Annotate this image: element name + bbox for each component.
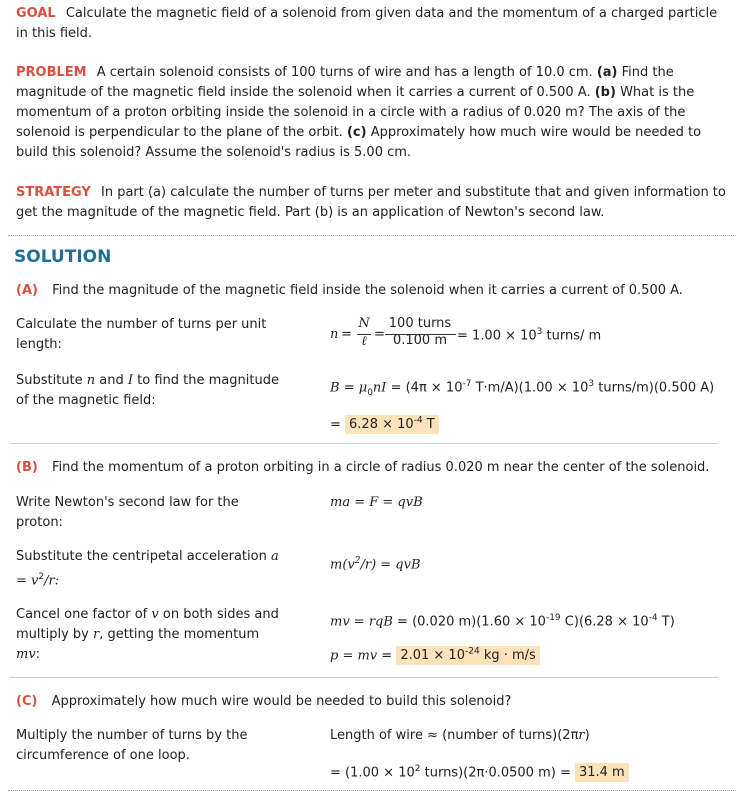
eq-a2-mu: μ bbox=[358, 380, 368, 396]
eq-b2-a: m(v bbox=[330, 557, 355, 573]
part-a-step-2-pre: Substitute bbox=[16, 373, 87, 388]
part-b-step-2-exp: 2 bbox=[38, 572, 45, 582]
eq-c1-a: Length of wire ≈ (number of turns)(2π bbox=[330, 728, 579, 743]
answer-a-exp: -4 bbox=[413, 416, 423, 426]
eq-a1-result-exp: 3 bbox=[536, 327, 543, 337]
part-b-header bbox=[16, 460, 709, 475]
divider-a-b bbox=[10, 443, 718, 444]
part-b-step-3-mv: mv bbox=[16, 647, 36, 662]
part-a-step-2-mid: and bbox=[95, 373, 128, 388]
answer-b-exp: -24 bbox=[464, 647, 480, 657]
eq-b4-it: p = mv bbox=[330, 648, 378, 664]
solution-title: SOLUTION bbox=[14, 247, 112, 267]
divider-dotted-bottom bbox=[8, 790, 736, 791]
part-a-step-2 bbox=[16, 371, 286, 411]
part-b-step-3 bbox=[16, 605, 286, 665]
eq-a1-equals: = bbox=[341, 327, 352, 342]
eq-a-answer-prefix: = bbox=[330, 417, 346, 433]
part-b-step-3-pre: Cancel one factor of bbox=[16, 607, 152, 622]
problem-text-3: What is the momentum of a proton orbiting inside the solenoid in a circle with a radius of 0.020 m? The axis of the solenoid is perpendicular to the plane of the orbit. bbox=[16, 85, 695, 140]
part-b-step-3-end: : bbox=[35, 647, 41, 662]
eq-a2-rest3: turns/m)(0.500 A) bbox=[594, 380, 715, 396]
eq-a1-result-base: = 1.00 × 10 bbox=[457, 328, 537, 344]
eq-b3-exp2: -4 bbox=[648, 613, 658, 623]
goal-paragraph bbox=[16, 4, 731, 44]
eq-a2-exp1: -7 bbox=[462, 379, 472, 389]
answer-a-unit: T bbox=[422, 417, 435, 433]
eq-b4-eq: = bbox=[377, 648, 397, 664]
eq-a2-sub0: 0 bbox=[367, 387, 373, 398]
part-a-step-2-post: to find the magnitude of the magnetic field: bbox=[16, 373, 279, 408]
answer-b-base: 2.01 × 10 bbox=[400, 648, 465, 664]
part-b-step-2-post: /r: bbox=[44, 573, 60, 589]
part-b-label: (B) bbox=[16, 460, 38, 475]
eq-c2-exp: 2 bbox=[414, 764, 421, 774]
eq-b4 bbox=[330, 642, 540, 666]
answer-b-highlight bbox=[396, 646, 540, 665]
eq-b3-c: T) bbox=[657, 614, 675, 630]
part-a-step-2-n: n bbox=[86, 373, 96, 388]
eq-a1-frac-n bbox=[356, 316, 372, 349]
eq-a1-fraction-bar-2 bbox=[385, 334, 456, 335]
part-a-label: (A) bbox=[16, 283, 38, 298]
eq-a1-result-unit: turns/ m bbox=[542, 328, 602, 344]
eq-a2-rest2: T·m/A)(1.00 × 10 bbox=[471, 380, 589, 396]
problem-paragraph bbox=[16, 63, 731, 163]
part-b-step-2-a: a = v bbox=[16, 549, 279, 589]
eq-a1-denominator-l: ℓ bbox=[361, 334, 367, 349]
goal-label: GOAL bbox=[16, 6, 56, 21]
part-b-step-1: Write Newton's second law for the proton: bbox=[16, 495, 239, 530]
eq-c2-a: = (1.00 × 10 bbox=[330, 765, 415, 781]
eq-c2-b: turns)(2π·0.0500 m) = bbox=[420, 765, 575, 781]
eq-a1-denominator: 0.100 m bbox=[392, 333, 447, 348]
eq-c1-r: r bbox=[578, 728, 585, 743]
part-a-step-1: Calculate the number of turns per unit length: bbox=[16, 317, 267, 352]
answer-a-base: 6.28 × 10 bbox=[349, 417, 414, 433]
part-c-question: Approximately how much wire would be needed to build this solenoid? bbox=[51, 694, 512, 709]
eq-b3-exp1: -19 bbox=[545, 613, 561, 623]
problem-text-2: Find the magnitude of the magnetic field inside the solenoid when it carries a current of 0.500 A. bbox=[16, 65, 674, 100]
strategy-label: STRATEGY bbox=[16, 185, 91, 200]
eq-a2 bbox=[330, 374, 714, 403]
eq-a-answer bbox=[330, 411, 439, 435]
eq-a2-exp2: 3 bbox=[588, 379, 595, 389]
problem-label: PROBLEM bbox=[16, 65, 87, 80]
part-c-step-1: Multiply the number of turns by the circumference of one loop. bbox=[16, 728, 248, 763]
part-b-step-3-mid: on both sides and multiply by bbox=[16, 607, 279, 642]
eq-a1-numerator-N: N bbox=[358, 316, 370, 331]
part-b-step-3-v: v bbox=[151, 607, 159, 622]
part-a-question: Find the magnitude of the magnetic field inside the solenoid when it carries a current of 0.500 A. bbox=[52, 283, 683, 298]
eq-c2 bbox=[330, 759, 629, 783]
strategy-text: In part (a) calculate the number of turns per meter and substitute that and given information to get the magnitude of the magnetic field. Part (b) is an application of Newton's second law. bbox=[16, 185, 726, 220]
eq-a2-eq: = bbox=[339, 380, 359, 396]
divider-b-c bbox=[10, 677, 718, 678]
eq-b3-a: = (0.020 m)(1.60 × 10 bbox=[392, 614, 546, 630]
answer-c-highlight: 31.4 m bbox=[575, 763, 629, 782]
eq-b2 bbox=[330, 551, 421, 575]
eq-b3-b: C)(6.28 × 10 bbox=[560, 614, 649, 630]
problem-text-1: A certain solenoid consists of 100 turns of wire and has a length of 10.0 cm. bbox=[96, 65, 593, 80]
part-b-step-3-r: r bbox=[93, 627, 100, 642]
part-b-step-2-pre: Substitute the centripetal acceleration bbox=[16, 549, 271, 564]
divider-dotted-top bbox=[8, 235, 736, 236]
eq-a1-result bbox=[457, 327, 601, 343]
part-c-header bbox=[16, 694, 511, 709]
part-b-step-3-mid2: , getting the momentum bbox=[99, 627, 260, 642]
eq-a1-fraction-bar-1 bbox=[357, 334, 371, 335]
eq-a2-rest1: = (4π × 10 bbox=[386, 380, 463, 396]
eq-c1-b: ) bbox=[584, 728, 590, 743]
goal-text: Calculate the magnetic field of a solenoid from given data and the momentum of a charged particle in this field. bbox=[16, 6, 718, 41]
eq-a2-B: B bbox=[330, 380, 340, 396]
part-a-header bbox=[16, 283, 683, 298]
eq-b3 bbox=[330, 608, 675, 632]
eq-c1 bbox=[330, 726, 590, 746]
part-c-label: (C) bbox=[16, 694, 38, 709]
part-b-question: Find the momentum of a proton orbiting in a circle of radius 0.020 m near the center of the solenoid. bbox=[51, 460, 710, 475]
eq-b2-exp: 2 bbox=[354, 556, 361, 566]
eq-a1-n: n bbox=[330, 327, 339, 342]
eq-a1-equals-2: = bbox=[374, 327, 385, 342]
eq-a2-nI: nI bbox=[372, 380, 387, 396]
problem-a-label: (a) bbox=[596, 65, 618, 80]
eq-b1: ma = F = qvB bbox=[330, 495, 423, 510]
problem-b-label: (b) bbox=[594, 85, 616, 100]
strategy-paragraph bbox=[16, 183, 731, 223]
eq-b2-b: /r) = qvB bbox=[360, 557, 421, 573]
eq-a1-frac-values bbox=[384, 316, 456, 348]
part-b-step-2 bbox=[16, 547, 286, 591]
part-a-step-2-I: I bbox=[127, 373, 134, 388]
eq-b3-it: mv = rqB bbox=[330, 614, 393, 630]
answer-a-highlight bbox=[345, 415, 439, 434]
answer-b-unit: kg · m/s bbox=[479, 648, 536, 664]
eq-a1-numerator: 100 turns bbox=[388, 316, 452, 331]
problem-c-label: (c) bbox=[346, 125, 367, 140]
problem-text-4: Approximately how much wire would be needed to build this solenoid? Assume the solenoid's radius is 5.00 cm. bbox=[16, 125, 702, 160]
